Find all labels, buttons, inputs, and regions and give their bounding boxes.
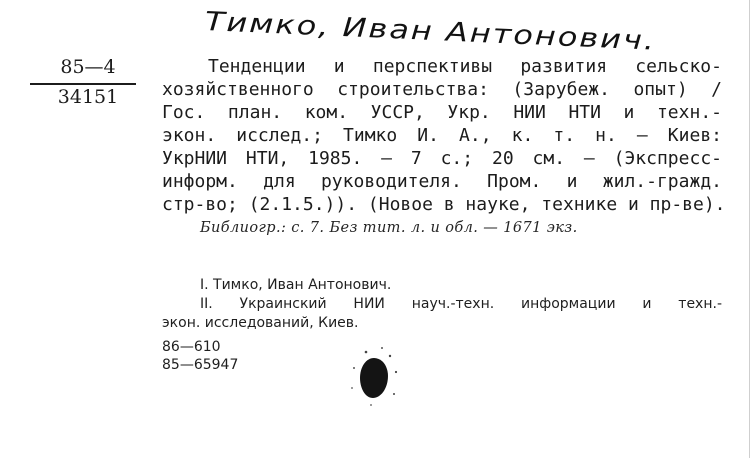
tracing-organization-cont: экон. исследований, Киев.	[162, 315, 359, 331]
card-number: 86—610	[162, 339, 221, 355]
description-line: Гос. план. ком. УССР, Укр. НИИ НТИ и техн.-	[162, 102, 722, 123]
punch-hole-mark	[338, 338, 410, 410]
shelf-mark-divider	[30, 83, 136, 85]
bibliographic-description	[162, 55, 726, 216]
tracings	[162, 276, 722, 333]
description-line: УкрНИИ НТИ, 1985. — 7 с.; 20 см. — (Экспресс-	[162, 148, 722, 169]
tracing-organization: II. Украинский НИИ науч.-техн. информации и техн.-	[200, 296, 722, 312]
description-line: стр-во; (2.1.5.)). (Новое в науке, технике и пр-ве).	[162, 194, 726, 215]
description-line: информ. для руководителя. Пром. и жил.-гражд.	[162, 171, 722, 192]
card-numbers	[162, 338, 238, 374]
tracing-author: I. Тимко, Иван Антонович.	[200, 277, 392, 293]
shelf-mark-top: 85—4	[60, 56, 116, 78]
description-line: экон. исслед.; Тимко И. А., к. т. н. — Киев:	[162, 125, 722, 146]
description-line: хозяйственного строительства: (Зарубеж. опыт) /	[162, 79, 722, 100]
shelf-mark-bottom: 34151	[57, 86, 119, 108]
card-number: 85—65947	[162, 357, 239, 373]
description-line: Тенденции и перспективы развития сельско-	[208, 56, 722, 77]
bibliography-note: Библиогр.: с. 7. Без тит. л. и обл. — 1671 экз.	[200, 220, 578, 236]
handwritten-heading: Тимко, Иван Антонович.	[204, 5, 657, 57]
